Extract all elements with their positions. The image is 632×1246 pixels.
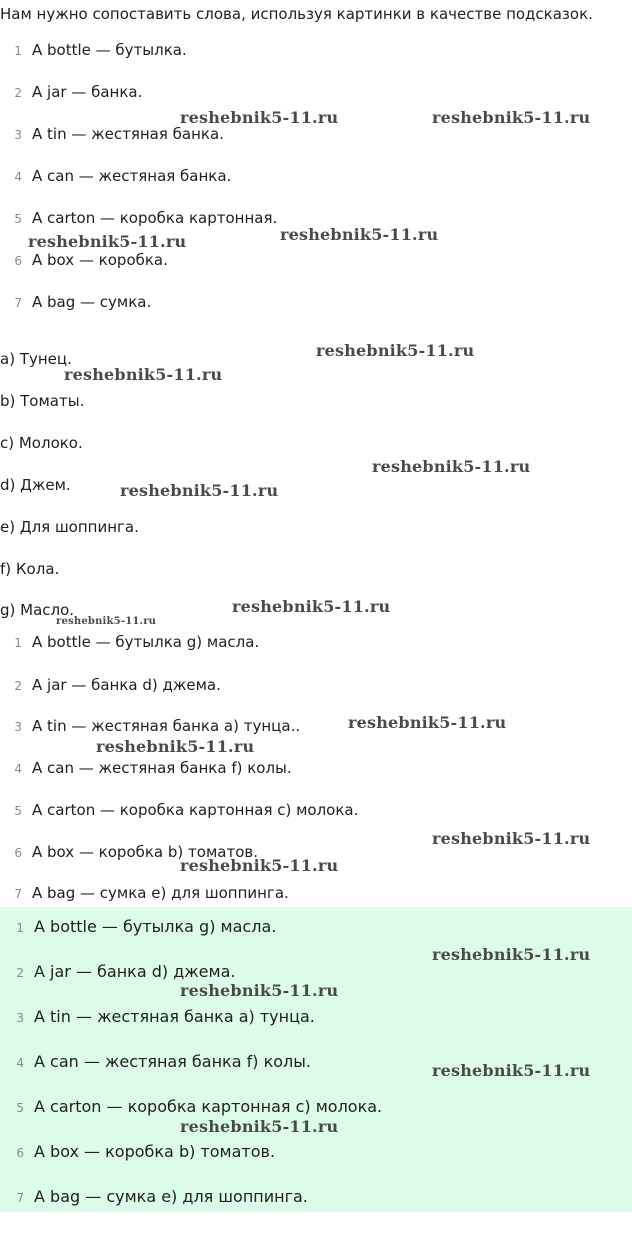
watermark: reshebnik5-11.ru — [232, 597, 391, 616]
item-text: A bottle — бутылка g) масла. — [32, 633, 260, 651]
item-number: 2 — [16, 966, 24, 980]
watermark: reshebnik5-11.ru — [372, 457, 531, 476]
list-item — [0, 883, 289, 904]
item-number: 7 — [16, 1191, 24, 1205]
list-item — [0, 166, 231, 187]
item-number: 3 — [16, 1011, 24, 1025]
list-item — [0, 758, 292, 779]
watermark: reshebnik5-11.ru — [316, 341, 475, 360]
list-item — [0, 675, 221, 696]
watermark: reshebnik5-11.ru — [180, 981, 339, 1000]
item-number: 2 — [14, 86, 22, 100]
item-number: 1 — [14, 636, 22, 650]
list-item — [0, 1007, 315, 1028]
option-item: d) Джем. — [0, 476, 71, 494]
item-number: 3 — [14, 720, 22, 734]
item-text: A can — жестяная банка f) колы. — [32, 759, 292, 777]
list-item — [0, 962, 235, 983]
list-item — [0, 250, 168, 271]
item-text: A box — коробка. — [32, 251, 168, 269]
item-number: 7 — [14, 887, 22, 901]
item-text: A bag — сумка. — [32, 293, 152, 311]
watermark: reshebnik5-11.ru — [432, 108, 591, 127]
item-text: A tin — жестяная банка a) тунца. — [34, 1007, 315, 1026]
list-item — [0, 917, 276, 938]
option-item: a) Тунец. — [0, 350, 72, 368]
list-item — [0, 1142, 275, 1163]
item-text: A jar — банка. — [32, 83, 143, 101]
list-item — [0, 292, 151, 313]
item-text: A jar — банка d) джема. — [34, 962, 236, 981]
item-number: 4 — [16, 1056, 24, 1070]
list-item — [0, 124, 224, 145]
item-text: A tin — жестяная банка. — [32, 125, 224, 143]
item-number: 2 — [14, 679, 22, 693]
list-item — [0, 1097, 382, 1118]
list-item — [0, 82, 142, 103]
item-number: 3 — [14, 128, 22, 142]
item-text: A box — коробка b) томатов. — [34, 1142, 276, 1161]
watermark: reshebnik5-11.ru — [180, 1117, 339, 1136]
item-number: 1 — [16, 921, 24, 935]
list-item — [0, 800, 358, 821]
item-text: A carton — коробка картонная c) молока. — [34, 1097, 383, 1116]
item-text: A carton — коробка картонная. — [32, 209, 278, 227]
option-item: f) Кола. — [0, 560, 60, 578]
item-text: A carton — коробка картонная c) молока. — [32, 801, 359, 819]
item-number: 4 — [14, 170, 22, 184]
item-number: 5 — [14, 212, 22, 226]
item-number: 6 — [14, 846, 22, 860]
watermark: reshebnik5-11.ru — [96, 737, 255, 756]
item-number: 6 — [16, 1146, 24, 1160]
item-number: 5 — [16, 1101, 24, 1115]
item-number: 1 — [14, 44, 22, 58]
intro-text: Нам нужно сопоставить слова, используя картинки в качестве подсказок. — [0, 5, 593, 23]
item-text: A bag — сумка e) для шоппинга. — [34, 1187, 308, 1206]
watermark: reshebnik5-11.ru — [180, 856, 339, 875]
item-text: A box — коробка b) томатов. — [32, 843, 258, 861]
watermark: reshebnik5-11.ru — [280, 225, 439, 244]
item-text: A tin — жестяная банка a) тунца.. — [32, 717, 301, 735]
watermark: reshebnik5-11.ru — [64, 365, 223, 384]
option-item: c) Молоко. — [0, 434, 83, 452]
list-item — [0, 208, 277, 229]
watermark: reshebnik5-11.ru — [432, 829, 591, 848]
item-number: 6 — [14, 254, 22, 268]
item-number: 4 — [14, 762, 22, 776]
list-item — [0, 1187, 308, 1208]
watermark: reshebnik5-11.ru — [180, 108, 339, 127]
list-item — [0, 716, 300, 737]
item-text: A bottle — бутылка g) масла. — [34, 917, 277, 936]
item-text: A bag — сумка e) для шоппинга. — [32, 884, 289, 902]
item-number: 5 — [14, 804, 22, 818]
list-item — [0, 1052, 311, 1073]
watermark: reshebnik5-11.ru — [28, 232, 187, 251]
watermark: reshebnik5-11.ru — [120, 481, 279, 500]
watermark: reshebnik5-11.ru — [432, 1061, 591, 1080]
watermark: reshebnik5-11.ru — [348, 713, 507, 732]
item-number: 7 — [14, 296, 22, 310]
watermark: reshebnik5-11.ru — [432, 945, 591, 964]
watermark: reshebnik5-11.ru — [56, 616, 157, 627]
item-text: A can — жестяная банка f) колы. — [34, 1052, 311, 1071]
option-item: b) Томаты. — [0, 392, 85, 410]
list-item — [0, 632, 259, 653]
option-item: e) Для шоппинга. — [0, 518, 139, 536]
list-item — [0, 40, 187, 61]
item-text: A can — жестяная банка. — [32, 167, 232, 185]
option-item: g) Масло. — [0, 601, 75, 619]
item-text: A bottle — бутылка. — [32, 41, 187, 59]
item-text: A jar — банка d) джема. — [32, 676, 221, 694]
